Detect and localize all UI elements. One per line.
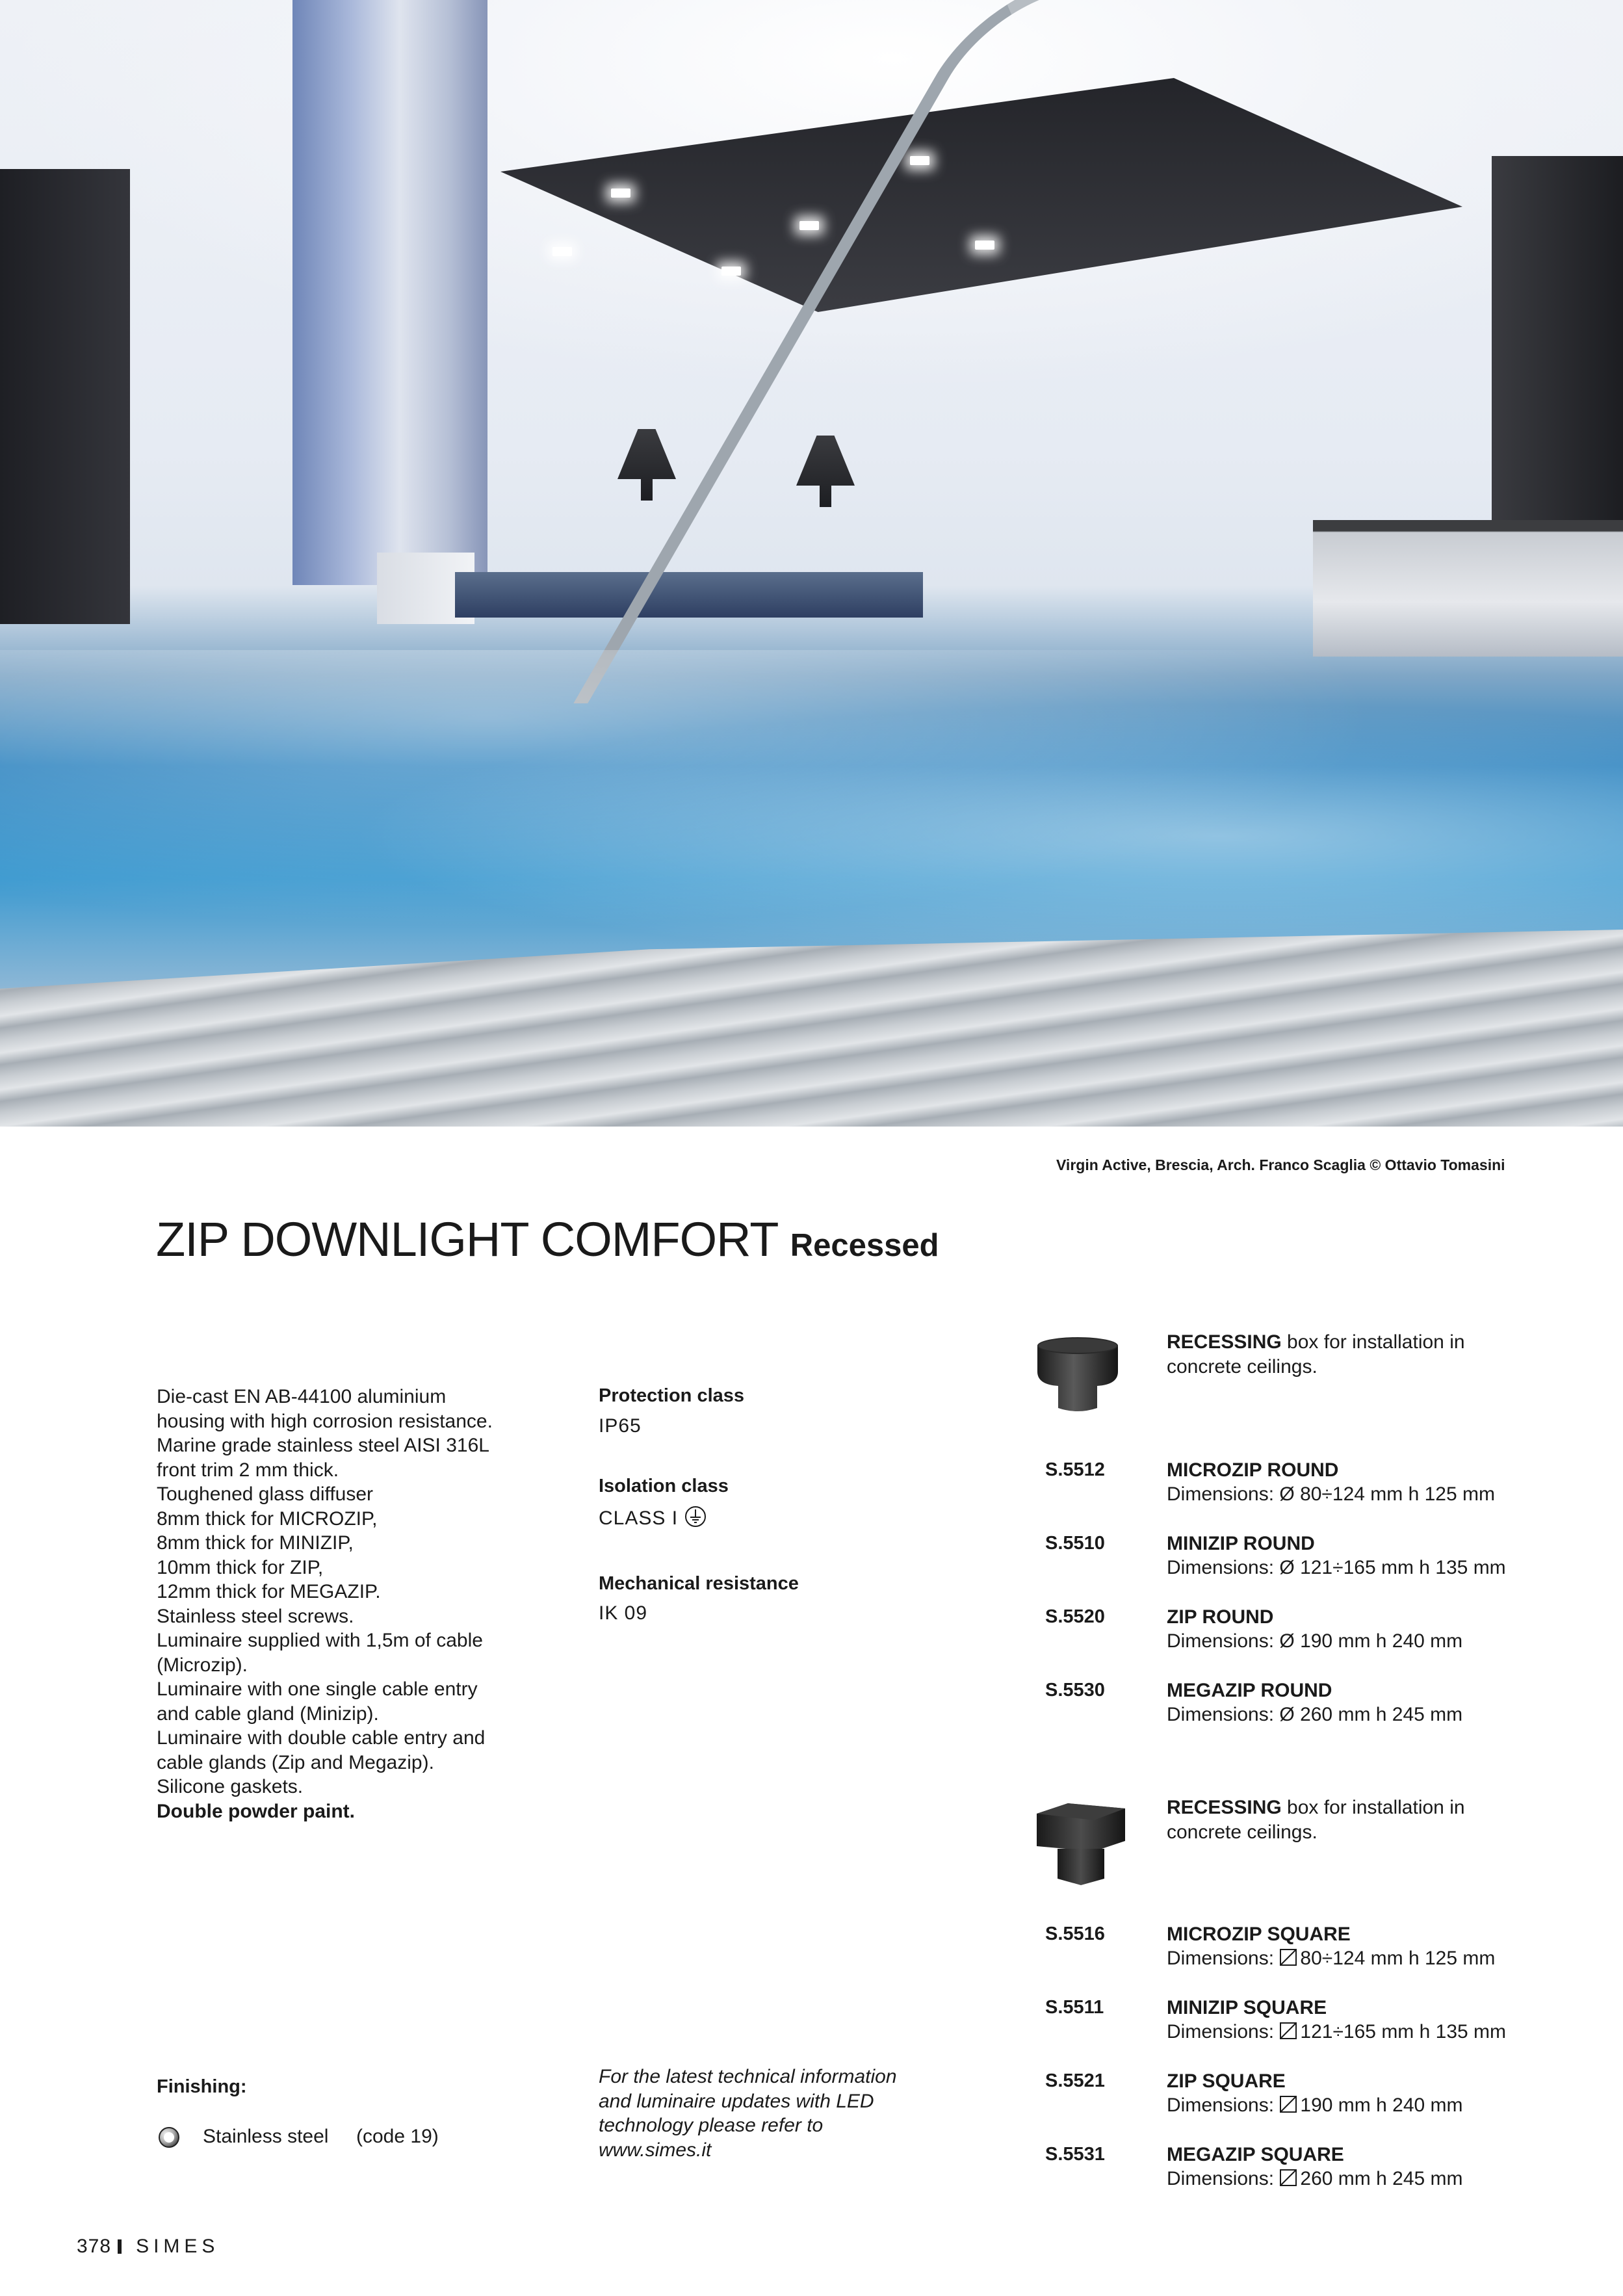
square-dimension-icon xyxy=(1279,2169,1297,2187)
mechanical-resistance-label: Mechanical resistance xyxy=(599,1573,799,1594)
mosaic-pool-edge xyxy=(1313,520,1623,657)
isolation-class-text: CLASS I xyxy=(599,1507,679,1529)
earth-ground-icon xyxy=(684,1505,707,1528)
protection-class-label: Protection class xyxy=(599,1385,745,1406)
product-code: S.5516 xyxy=(1045,1924,1105,1944)
mechanical-resistance-value: IK 09 xyxy=(599,1602,648,1624)
square-dimension-icon xyxy=(1279,2095,1297,2113)
page-number: 378 xyxy=(77,2236,112,2257)
product-description xyxy=(157,1385,493,1823)
note-line: www.simes.it xyxy=(599,2139,712,2161)
photo-caption: Virgin Active, Brescia, Arch. Franco Scaglia © Ottavio Tomasini xyxy=(1056,1156,1505,1173)
description-line: Silicone gaskets. xyxy=(157,1776,304,1797)
description-lines xyxy=(157,1385,493,1799)
stainless-steel-swatch-icon xyxy=(158,2126,180,2148)
product-name: MINIZIP ROUND xyxy=(1167,1533,1315,1554)
product-name: MINIZIP SQUARE xyxy=(1167,1997,1327,2018)
recessing-round-text: RECESSING box for installation in concrete ceilings. xyxy=(1167,1331,1465,1377)
finishing-name: Stainless steel xyxy=(203,2126,329,2147)
product-code: S.5531 xyxy=(1045,2144,1105,2165)
dark-wall-left xyxy=(0,169,130,624)
round-recessing-box-icon xyxy=(1032,1331,1123,1422)
product-dimensions: Dimensions: Ø 190 mm h 240 mm xyxy=(1167,1630,1463,1652)
description-line: Toughened glass diffuser xyxy=(157,1483,374,1505)
product-dimensions: Dimensions: 190 mm h 240 mm xyxy=(1167,2094,1463,2116)
finishing-code: (code 19) xyxy=(356,2126,439,2147)
product-name: MICROZIP SQUARE xyxy=(1167,1924,1351,1945)
square-dimension-icon xyxy=(1279,1948,1297,1966)
note-line: and luminaire updates with LED xyxy=(599,2090,874,2112)
product-code: S.5530 xyxy=(1045,1680,1105,1701)
product-dimensions: Dimensions: 80÷124 mm h 125 mm xyxy=(1167,1948,1496,1969)
description-line: 8mm thick for MICROZIP, xyxy=(157,1507,378,1530)
technical-info-note xyxy=(599,2065,897,2162)
product-name: ZIP SQUARE xyxy=(1167,2070,1286,2092)
product-name: MEGAZIP ROUND xyxy=(1167,1680,1332,1701)
title-main: ZIP DOWNLIGHT COMFORT xyxy=(156,1212,778,1266)
description-line: Luminaire supplied with 1,5m of cable xyxy=(157,1630,483,1651)
product-code: S.5510 xyxy=(1045,1533,1105,1554)
note-line: For the latest technical information xyxy=(599,2066,897,2087)
product-dimensions: Dimensions: Ø 260 mm h 245 mm xyxy=(1167,1704,1463,1725)
description-line: (Microzip). xyxy=(157,1654,248,1676)
product-name: MEGAZIP SQUARE xyxy=(1167,2144,1344,2165)
product-dimensions: Dimensions: 260 mm h 245 mm xyxy=(1167,2168,1463,2189)
ceiling-spotlight xyxy=(611,189,630,198)
ceiling-spotlight xyxy=(552,247,572,256)
description-line: Marine grade stainless steel AISI 316L xyxy=(157,1435,489,1456)
mosaic-column xyxy=(292,0,487,585)
description-line: and cable gland (Minizip). xyxy=(157,1702,379,1725)
recessing-square-text: RECESSING box for installation in concrete ceilings. xyxy=(1167,1797,1465,1843)
brand-name: SIMES xyxy=(136,2236,220,2257)
footer-divider xyxy=(118,2239,122,2254)
description-line: Luminaire with one single cable entry xyxy=(157,1678,478,1700)
description-line: 8mm thick for MINIZIP, xyxy=(157,1532,354,1554)
description-line: cable glands (Zip and Megazip). xyxy=(157,1751,434,1773)
isolation-class-value xyxy=(599,1505,707,1530)
product-dimensions: Dimensions: Ø 121÷165 mm h 135 mm xyxy=(1167,1557,1506,1578)
note-line: technology please refer to xyxy=(599,2115,824,2136)
description-bold-line: Double powder paint. xyxy=(157,1800,355,1822)
description-line: 10mm thick for ZIP, xyxy=(157,1556,324,1578)
product-code: S.5521 xyxy=(1045,2070,1105,2091)
description-line: Luminaire with double cable entry and xyxy=(157,1727,486,1749)
description-line: housing with high corrosion resistance. xyxy=(157,1410,493,1432)
finishing-label: Finishing: xyxy=(157,2076,247,2097)
page-footer xyxy=(77,2236,219,2258)
isolation-class-label: Isolation class xyxy=(599,1476,729,1496)
square-dimension-icon xyxy=(1279,2022,1297,2040)
description-line: front trim 2 mm thick. xyxy=(157,1459,339,1481)
description-line: 12mm thick for MEGAZIP. xyxy=(157,1581,381,1602)
product-dimensions: Dimensions: Ø 80÷124 mm h 125 mm xyxy=(1167,1483,1495,1505)
product-name: ZIP ROUND xyxy=(1167,1606,1274,1628)
title-sub: Recessed xyxy=(790,1228,939,1263)
hero-photo xyxy=(0,0,1623,1127)
product-code: S.5511 xyxy=(1045,1997,1104,2018)
product-code: S.5512 xyxy=(1045,1459,1105,1480)
ceiling-spotlight xyxy=(799,221,819,230)
product-name: MICROZIP ROUND xyxy=(1167,1459,1339,1481)
page-title xyxy=(156,1212,939,1267)
ceiling-spotlight xyxy=(721,267,741,276)
protection-class-value: IP65 xyxy=(599,1415,642,1437)
product-dimensions: Dimensions: 121÷165 mm h 135 mm xyxy=(1167,2021,1507,2042)
water-fountain xyxy=(617,429,676,501)
square-recessing-box-icon xyxy=(1029,1794,1133,1892)
description-line: Die-cast EN AB-44100 aluminium xyxy=(157,1386,447,1407)
product-code: S.5520 xyxy=(1045,1606,1105,1627)
description-line: Stainless steel screws. xyxy=(157,1605,354,1627)
